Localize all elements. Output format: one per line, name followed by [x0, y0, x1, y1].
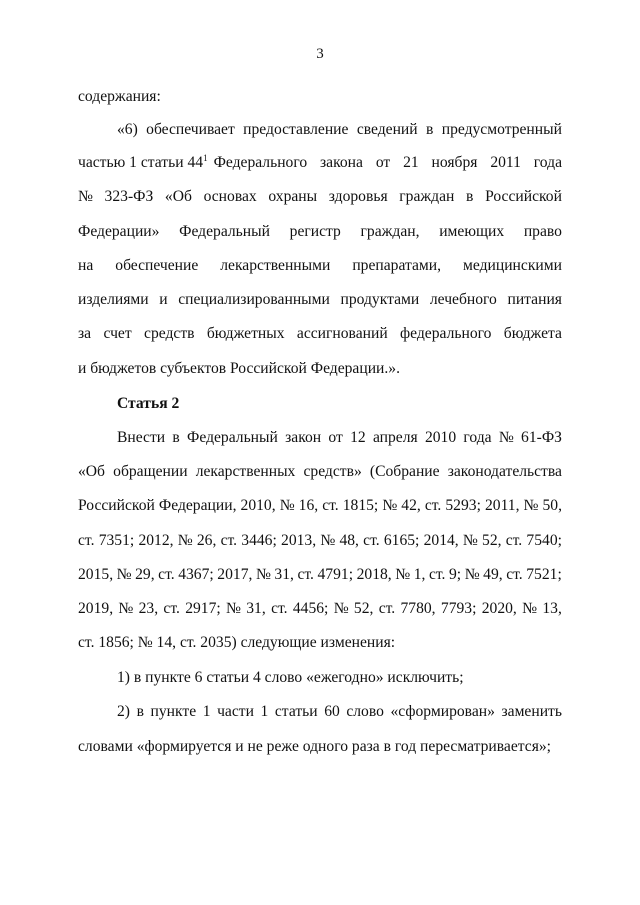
word: ст.	[78, 532, 95, 549]
word: 1	[202, 703, 211, 720]
word: 7780,	[400, 600, 436, 617]
paragraph-line	[78, 290, 562, 310]
list-item	[117, 702, 562, 722]
paragraph-line: ст. 1856; № 14, ст. 2035) следующие изменения:	[78, 634, 396, 651]
word: 5293;	[445, 497, 481, 514]
word: №	[226, 600, 241, 617]
word: апреля	[372, 429, 418, 446]
word: в	[172, 429, 180, 446]
word: 2017,	[217, 566, 253, 583]
word: 2011,	[484, 497, 520, 514]
word: 31,	[246, 600, 266, 617]
word: №	[395, 566, 411, 583]
paragraph-line	[78, 496, 562, 516]
word: Федеральный	[179, 223, 270, 240]
word: на	[78, 257, 94, 274]
word: основах	[203, 188, 257, 205]
footnote-superscript: 1	[203, 153, 208, 163]
word: 2)	[117, 703, 130, 720]
word: за	[78, 325, 92, 342]
word: ст.	[322, 497, 339, 514]
word: №	[279, 497, 295, 514]
word: №	[464, 566, 480, 583]
word: 9;	[449, 566, 462, 583]
word: «Об	[78, 463, 105, 480]
word: медицинскими	[463, 257, 562, 274]
word: ноября	[431, 154, 478, 171]
word: года	[463, 429, 492, 446]
word: Внести	[117, 429, 166, 446]
word: 50,	[542, 497, 562, 514]
word: Федеральный	[187, 429, 278, 446]
word: статьи	[274, 703, 318, 720]
word: 4456;	[292, 600, 329, 617]
word: №	[498, 429, 514, 446]
word: 42,	[401, 497, 421, 514]
word: бюджетных	[206, 325, 285, 342]
word: ассигнований	[296, 325, 388, 342]
word: от	[328, 429, 343, 446]
word: ст.	[158, 566, 175, 583]
word: ст.	[424, 497, 442, 514]
paragraph-line	[78, 324, 562, 344]
word: средств»	[303, 463, 362, 480]
word: №	[118, 600, 134, 617]
word: ст.	[271, 600, 288, 617]
word: «сформирован»	[390, 703, 495, 720]
word: в	[466, 188, 474, 205]
word: обращении	[113, 463, 188, 480]
word: №	[382, 497, 398, 514]
word: 26,	[196, 532, 217, 549]
word: №	[255, 566, 271, 583]
paragraph-line	[78, 256, 562, 276]
word: Федерации»	[78, 223, 160, 240]
word: регистр	[289, 223, 341, 240]
word: (Собрание	[369, 463, 440, 480]
word: бюджета	[503, 325, 562, 342]
word: «6)	[117, 121, 138, 138]
word: 2010	[424, 429, 457, 446]
word: заменить	[501, 703, 562, 720]
word: питания	[507, 291, 562, 308]
word: здоровья	[328, 188, 388, 205]
word: №	[522, 600, 538, 617]
paragraph-line	[78, 462, 562, 482]
line-start: частью 1 статьи $44^1$	[78, 153, 208, 171]
word: 1	[260, 703, 269, 720]
word: 13,	[542, 600, 562, 617]
word: 2015,	[78, 566, 114, 583]
word: ст.	[163, 600, 180, 617]
word: Федерального	[213, 154, 308, 171]
word: 2010,	[240, 497, 276, 514]
word: 2012,	[138, 532, 174, 549]
word: Российской	[485, 188, 562, 205]
word: «Об	[164, 188, 192, 205]
word: 7793;	[440, 600, 477, 617]
word: 61-ФЗ	[521, 429, 562, 446]
word: 3446;	[241, 532, 277, 549]
word: №	[333, 600, 349, 617]
word: специализированными	[178, 291, 330, 308]
word: №	[116, 566, 132, 583]
word: 2917;	[185, 600, 221, 617]
word: ст.	[363, 532, 380, 549]
word: 16,	[298, 497, 319, 514]
word: лекарственных	[195, 463, 296, 480]
word: изделиями	[78, 291, 149, 308]
word: предусмотренный	[441, 121, 562, 138]
word: обеспечение	[115, 257, 199, 274]
paragraph-line	[117, 428, 562, 448]
word: закон	[285, 429, 322, 446]
word: охраны	[268, 188, 318, 205]
word: от	[375, 154, 391, 171]
word: законодательства	[447, 463, 562, 480]
word: 2013,	[281, 532, 317, 549]
word: лекарственными	[220, 257, 331, 274]
word: 52,	[482, 532, 502, 549]
word: закона	[320, 154, 363, 171]
paragraph-line: словами «формируется и не реже одного раза в год пересматривается»;	[78, 738, 551, 755]
word: в	[136, 703, 144, 720]
word: 7351;	[98, 532, 135, 549]
word: части	[217, 703, 254, 720]
word: средств	[144, 325, 195, 342]
word: 52,	[353, 600, 374, 617]
word: имеющих	[439, 223, 505, 240]
word: ст.	[506, 566, 523, 583]
paragraph-line	[78, 531, 562, 551]
word: ст.	[220, 532, 238, 549]
word: обеспечивает	[146, 121, 235, 138]
word: Федерации,	[158, 497, 237, 514]
article-heading: Статья 2	[117, 395, 180, 412]
word: 2019,	[78, 600, 114, 617]
word: препаратами,	[352, 257, 442, 274]
word: и	[159, 291, 168, 308]
list-item: 1) в пункте 6 статьи 4 слово «ежегодно» исключить;	[117, 669, 464, 686]
word: 1815;	[342, 497, 379, 514]
word: 4791;	[317, 566, 354, 583]
word: счет	[103, 325, 132, 342]
word: 1,	[413, 566, 426, 583]
word: Российской	[78, 497, 155, 514]
paragraph-line: и бюджетов субъектов Российской Федерации.».	[78, 360, 400, 377]
word: ст.	[428, 566, 446, 583]
word: 23,	[138, 600, 159, 617]
word: 323-ФЗ	[104, 188, 154, 205]
paragraph-line	[78, 599, 562, 619]
word: слово	[346, 703, 384, 720]
word: ст.	[378, 600, 396, 617]
word: 21	[403, 154, 419, 171]
word: федерального	[400, 325, 492, 342]
word: №	[462, 532, 478, 549]
word: 12	[350, 429, 366, 446]
word: ст.	[297, 566, 314, 583]
word: 48,	[339, 532, 359, 549]
word: 49,	[483, 566, 503, 583]
word: года	[533, 154, 562, 171]
word: №	[320, 532, 336, 549]
word: сведений	[356, 121, 418, 138]
word: №	[523, 497, 539, 514]
line-rest	[208, 153, 562, 173]
word: 29,	[135, 566, 155, 583]
word: 4367;	[178, 566, 214, 583]
word: 60	[324, 703, 340, 720]
word: 2020,	[481, 600, 517, 617]
paragraph-line-footnote	[78, 153, 562, 173]
word: продуктами	[340, 291, 420, 308]
word: 2018,	[356, 566, 392, 583]
word: право	[523, 223, 562, 240]
page-number: 3	[316, 46, 324, 62]
word: граждан,	[360, 223, 420, 240]
word: лечебного	[429, 291, 497, 308]
word: в	[425, 121, 434, 138]
word: №	[78, 188, 93, 205]
word: предоставление	[243, 121, 349, 138]
word: 7521;	[526, 566, 562, 583]
word: №	[177, 532, 193, 549]
word: 2014,	[423, 532, 459, 549]
word: 31,	[274, 566, 294, 583]
word: ст.	[505, 532, 523, 549]
word: граждан	[399, 188, 455, 205]
word: пункте	[150, 703, 197, 720]
word: 6165;	[383, 532, 420, 549]
paragraph-line	[78, 187, 562, 207]
paragraph-line	[78, 222, 562, 242]
paragraph-line: содержания:	[78, 88, 161, 105]
paragraph-line	[78, 565, 562, 585]
word: 2011	[490, 154, 521, 171]
word: 7540;	[526, 532, 562, 549]
paragraph-line	[117, 120, 562, 140]
